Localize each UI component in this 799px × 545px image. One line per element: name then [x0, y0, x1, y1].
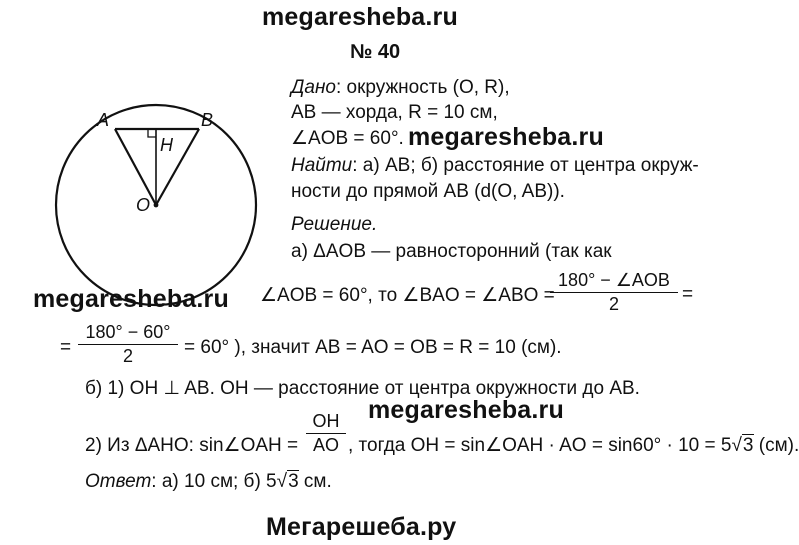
solution-label: Решение.	[291, 214, 378, 235]
fraction-numeric	[78, 322, 178, 367]
given-line-2: AB — хорда, R = 10 см,	[291, 102, 498, 123]
center-point	[154, 203, 159, 208]
point-h-label: H	[160, 135, 173, 155]
watermark-left: megaresheba.ru	[33, 285, 229, 313]
solution-b-line-2: 2) Из ΔAHO: sin∠OAH =	[85, 435, 299, 456]
answer-line: Ответ: а) 10 см; б) 5√3 см.	[85, 471, 332, 492]
sqrt-sign: √	[731, 435, 742, 456]
solution-a-line-3: = 60° ), значит AB = AO = OB = R = 10 (см).	[184, 337, 562, 358]
find-line-2: ности до прямой AB (d(O, AB)).	[291, 181, 565, 202]
watermark-bottom: Мегарешеба.ру	[266, 513, 457, 541]
fraction-bar	[78, 344, 178, 345]
equals-sign: =	[682, 284, 694, 305]
fraction-denominator: 2	[122, 346, 133, 366]
given-line-1: Дано: окружность (O, R),	[291, 77, 510, 98]
right-angle-mark	[148, 129, 156, 137]
solution-b-line-2-rest: , тогда OH = sin∠OAH · AO = sin60° · 10 = 5√3 (см).	[348, 435, 799, 456]
radius-oa	[115, 129, 156, 205]
find-line-1: Найти: а) AB; б) расстояние от центра окруж-	[291, 155, 699, 176]
watermark-top: megaresheba.ru	[262, 3, 458, 31]
watermark-right: megaresheba.ru	[408, 123, 604, 151]
circle-figure	[70, 100, 270, 310]
fraction-denominator: 2	[608, 294, 619, 314]
answer-label: Ответ	[85, 471, 152, 492]
point-a-label: A	[97, 110, 110, 130]
given-line-3: ∠AOB = 60°.	[291, 128, 404, 149]
fraction-bar	[550, 292, 678, 293]
fraction-angle-formula	[550, 270, 678, 315]
watermark-middle: megaresheba.ru	[368, 396, 564, 424]
problem-number: № 40	[350, 41, 401, 63]
fraction-numerator: OH	[312, 411, 340, 431]
point-o-label: O	[136, 195, 151, 215]
fraction-bar	[306, 433, 346, 434]
solution-a-line-1: а) ΔAOB — равносторонний (так как	[291, 241, 612, 262]
find-label: Найти	[291, 155, 353, 176]
sqrt-argument: 3	[742, 435, 754, 456]
fraction-sine	[306, 411, 346, 456]
solution-a-line-2: ∠AOB = 60°, то ∠BAO = ∠ABO =	[260, 285, 555, 306]
sqrt-argument: 3	[288, 471, 299, 492]
fraction-denominator: AO	[312, 435, 339, 455]
fraction-numerator: 180° − ∠AOB	[558, 270, 670, 290]
point-b-label: B	[201, 110, 214, 130]
solution-b-line-1: б) 1) OH ⊥ AB. OH — расстояние от центра окружности до AB.	[85, 378, 640, 399]
fraction-numerator: 180° − 60°	[85, 322, 171, 342]
equals-sign: =	[60, 337, 72, 358]
given-label: Дано	[291, 77, 336, 98]
sqrt-sign: √	[276, 471, 288, 492]
